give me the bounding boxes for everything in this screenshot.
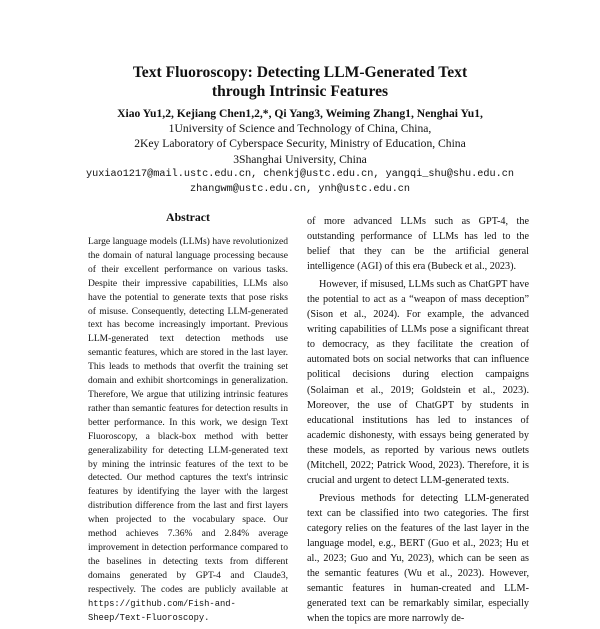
author-emails-2: zhangwm@ustc.edu.cn, ynh@ustc.edu.cn xyxy=(189,184,411,196)
affiliation-2: 2Key Laboratory of Cyberspace Security, Ministry of Education, China xyxy=(134,137,466,151)
paper-title xyxy=(60,63,540,101)
body-paragraph-2: However, if misused, LLMs such as ChatGPT have the potential to act as a “weapon of mass deception” (Sison et al., 2024). For example, the advanced writing capabilities of LLMs pose a significant threat to democracy, as they facilitate the creation of automated bots on social networks that can influence political decisions during election campaigns (Solaiman et al., 2019; Goldstein et al., 2023). Moreover, the use of ChatGPT by students in educational institutions has led to instances of academic dishonesty, with essays being generated by these models, as reported by various news outlets (Mitchell, 2022; Patrick Wood, 2023). Therefore, it is crucial and urgent to detect LLM-generated texts. xyxy=(307,279,529,486)
abstract-heading: Abstract xyxy=(166,210,210,224)
body-paragraph-3: Previous methods for detecting LLM-generated text can be classified into two categories. The first category relies on the features of the last layer in the language model, e.g., BERT (Guo et al., 2023; Hu et al., 2023; Guo and Yu, 2023), which can be seen as the semantic features (Wu et al., 2023). However, semantic features in human-created and LLM-generated text can be remarkably similar, especially when the topics are more narrowly de- xyxy=(307,492,529,625)
code-url-link[interactable]: https://github.com/Fish-and-Sheep/Text-Fluoroscopy. xyxy=(88,598,236,624)
abstract-text: Large language models (LLMs) have revolutionized the domain of natural language processing because of their excellent performance on various tasks. Despite their impressive capabilities, LLMs also have the potential to generate texts that pose risks of misuse. Consequently, detecting LLM-generated text has become increasingly important. Previous LLM-generated text detection methods use semantic features, which are stored in the last layer. This leads to methods that overfit the training set domain and exhibit shortcomings in generalization. Therefore, We argue that utilizing intrinsic features rather than semantic features for detection results in better performance. In this work, we design Text Fluoroscopy, a black-box method with better generalizability for detecting LLM-generated text by mining the intrinsic features of the text to be detected. Our method captures the text's intrinsic features by identifying the layer with the largest distribution difference from the last and first layers when projected to the vocabulary space. Our method achieves 7.36% and 2.84% average improvement in detection performance compared to the baselines in detecting texts from different domains generated by GPT-4 and Claude3, respectively. The codes are publicly available at xyxy=(88,236,288,595)
affiliation-1: 1University of Science and Technology of China, China, xyxy=(168,122,432,136)
author-names: Xiao Yu1,2, Kejiang Chen1,2,*, Qi Yang3, Weiming Zhang1, Nenghai Yu1, xyxy=(117,107,483,120)
body-paragraph-1: of more advanced LLMs such as GPT-4, the outstanding performance of LLMs has led to the belief that they can be the artificial general intelligence (AGI) of this era (Bubeck et al., 2023). xyxy=(307,216,529,273)
title-line-2: through Intrinsic Features xyxy=(211,83,389,100)
author-block xyxy=(40,106,560,197)
introduction-column xyxy=(307,214,529,629)
abstract-body xyxy=(88,235,288,626)
affiliation-3: 3Shanghai University, China xyxy=(233,152,367,166)
title-line-1: Text Fluoroscopy: Detecting LLM-Generated Text xyxy=(132,64,468,81)
author-emails-1: yuxiao1217@mail.ustc.edu.cn, chenkj@ustc.edu.cn, yangqi_shu@shu.edu.cn xyxy=(86,168,514,180)
